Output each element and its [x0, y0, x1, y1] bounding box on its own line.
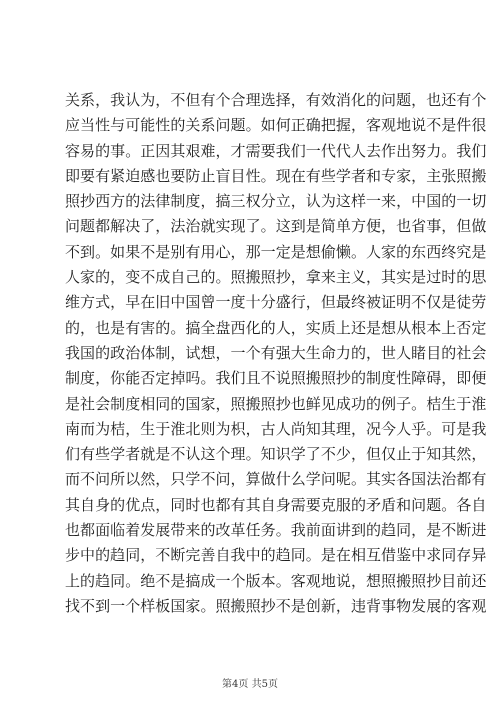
text-line: 维方式，早在旧中国曾一度十分盛行，但最终被证明不仅是徒劳 [65, 293, 487, 312]
text-line: 我国的政治体制，试想，一个有强大生命力的，世人睹目的社会 [65, 343, 487, 362]
page-footer: 第4页 共5页 [222, 679, 278, 690]
text-line: 的，也是有害的。搞全盘西化的人，实质上还是想从根本上否定 [65, 318, 487, 337]
text-line: 步中的趋同，不断完善自我中的趋同。是在相互借鉴中求同存异 [65, 546, 487, 565]
text-line: 是社会制度相同的国家，照搬照抄也鲜见成功的例子。桔生于淮 [65, 394, 487, 413]
text-line: 南而为桔，生于淮北则为枳，古人尚知其理，况今人乎。可是我 [65, 419, 487, 438]
text-line: 应当性与可能性的关系问题。如何正确把握，客观地说不是件很 [65, 116, 487, 135]
text-line: 关系，我认为，不但有个合理选择，有效消化的问题，也还有个 [65, 91, 487, 109]
text-line: 们有些学者就是不认这个理。知识学了不少，但仅止于知其然， [65, 445, 487, 464]
text-line: 容易的事。正因其艰难，才需要我们一代代人去作出努力。我们 [65, 141, 487, 160]
text-line: 即要有紧迫感也要防止盲目性。现在有些学者和专家，主张照搬 [65, 166, 487, 185]
text-line: 也都面临着发展带来的改革任务。我前面讲到的趋同，是不断进 [65, 521, 487, 540]
text-line: 问题都解决了，法治就实现了。这到是简单方便，也省事，但做 [65, 217, 487, 236]
text-line: 上的趋同。绝不是搞成一个版本。客观地说，想照搬照抄目前还 [65, 571, 487, 590]
text-line: 找不到一个样板国家。照搬照抄不是创新，违背事物发展的客观 [65, 596, 487, 615]
text-line: 不到。如果不是别有用心，那一定是想偷懒。人家的东西终究是 [65, 242, 487, 261]
body-text [65, 88, 487, 619]
text-line: 人家的，变不成自己的。照搬照抄，拿来主义，其实是过时的思 [65, 268, 487, 287]
text-line: 制度，你能否定掉吗。我们且不说照搬照抄的制度性障碍，即便 [65, 369, 487, 388]
text-line: 而不问所以然，只学不问，算做什么学问呢。其实各国法治都有 [65, 470, 487, 489]
text-line: 照抄西方的法律制度，搞三权分立，认为这样一来，中国的一切 [65, 192, 487, 211]
text-line: 其自身的优点，同时也都有其自身需要克服的矛盾和问题。各自 [65, 495, 487, 514]
